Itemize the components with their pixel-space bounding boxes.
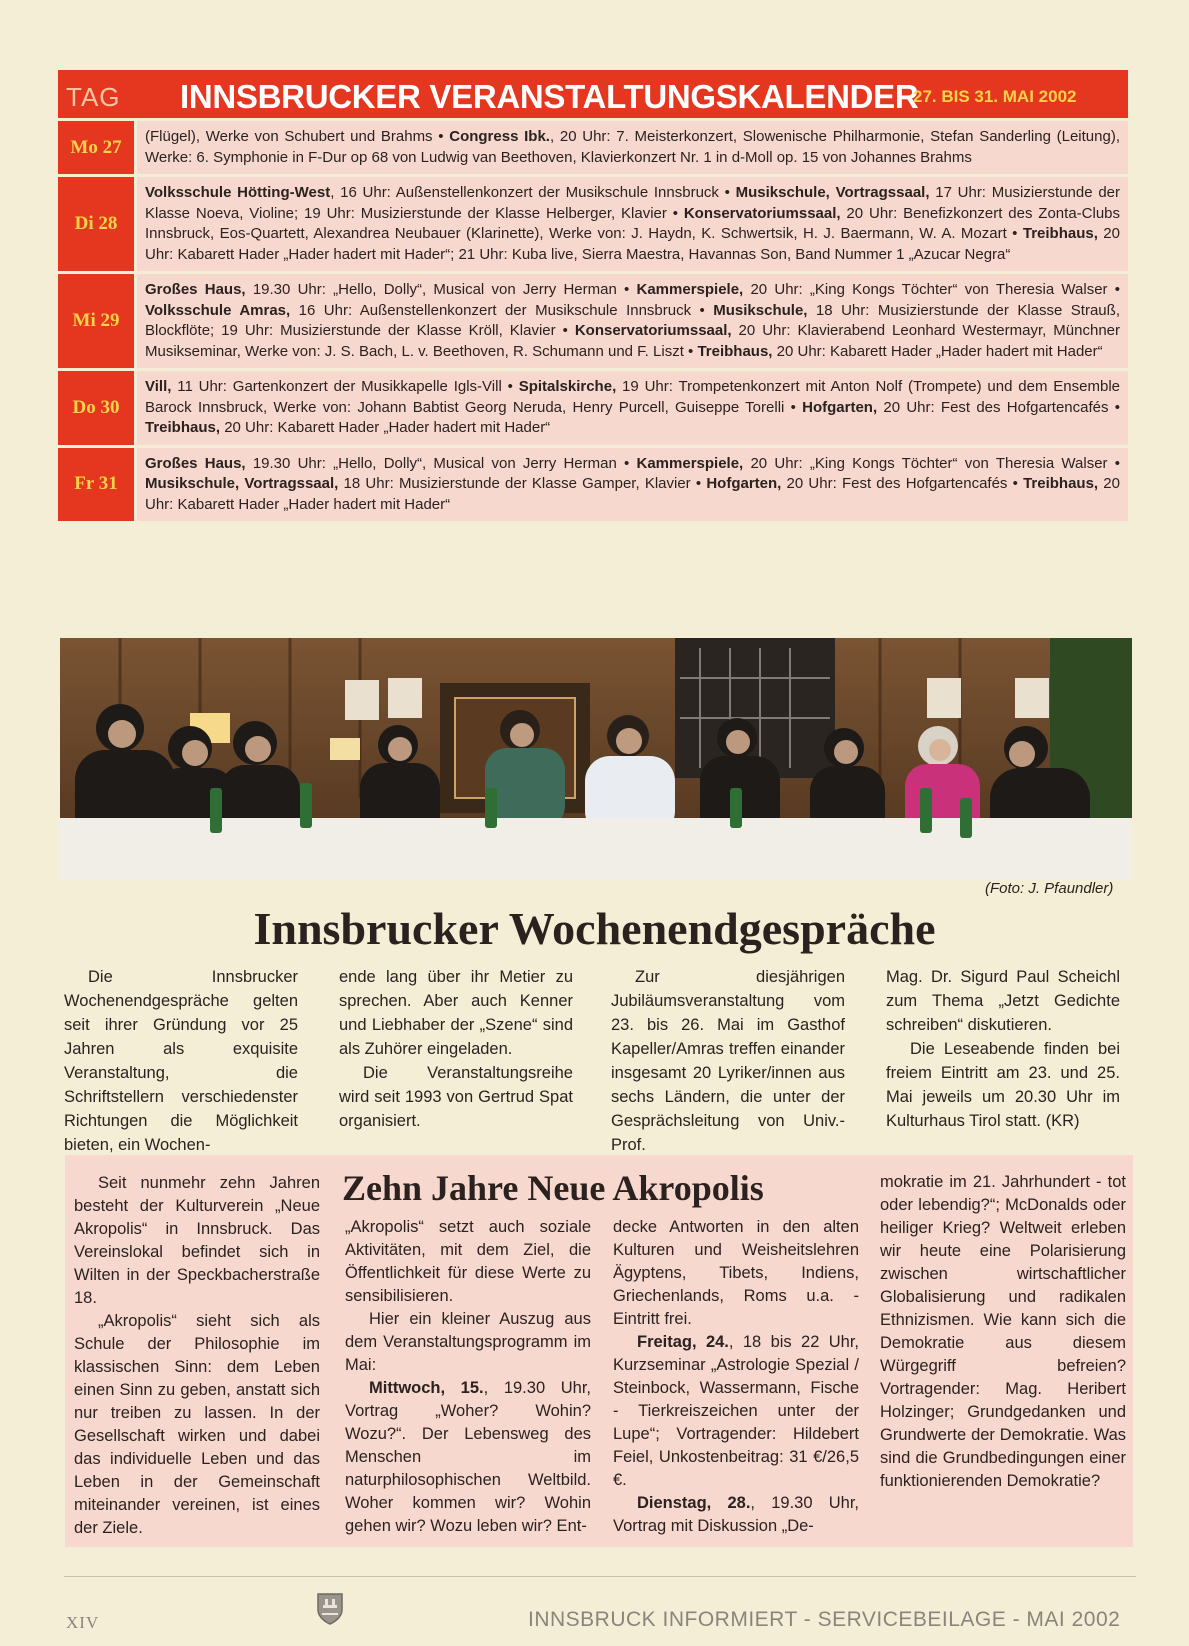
event-text: 20 Uhr: „King Kongs Töchter“ von Theresia Walser • [743,281,1121,298]
venue-name: Treibhaus, [1023,475,1099,492]
article-headline: Innsbrucker Wochenendgespräche [253,903,936,954]
venue-name: Musikschule, [713,301,808,319]
article2-column-3 [613,1216,859,1538]
paragraph-text: , 19.30 Uhr, Vortrag „Woher? Wohin? Wozu?“. Der Lebensweg des Menschen im naturphilosophischen Weltbild. Woher kommen wir? Wohin gehen wir? Wozu leben wir? Ent- [345,1379,591,1535]
calendar-day-row [58,274,1128,368]
article-column-3 [611,965,845,1157]
event-text: 18 Uhr: Musizierstunde der Klasse Strauß, Blockflöte; 19 Uhr: Musizierstunde der Klasse Kröll, Klavier • [145,301,1120,339]
paragraph: Seit nunmehr zehn Jahren besteht der Kulturverein „Neue Akropolis“ in Innsbruck. Das Vereinslokal befindet sich in Wilten in der Speckbacherstraße 18. [74,1174,320,1307]
paragraph: decke Antworten in den alten Kulturen und Weisheitslehren Ägyptens, Tibets, Indiens, Griechenlands, Roms u.a. - Eintritt frei. [613,1218,859,1328]
paragraph: Die Leseabende finden bei freiem Eintritt am 23. und 25. Mai jeweils um 20.30 Uhr im Kulturhaus Tirol statt. (KR) [886,1040,1120,1130]
paragraph-text: , 19.30 Uhr, Vortrag mit Diskussion „De- [613,1494,859,1535]
article2-column-4 [880,1171,1126,1493]
event-text: 20 Uhr: Klavierabend Leonhard Westermayr, Münchner Musikseminar, Werke von: J. S. Bach, L. v. Beethoven, R. Schumann und F. Liszt • [145,322,1120,360]
article2-column-1 [74,1172,320,1540]
day-label: Di 28 [58,177,134,271]
event-text: 20 Uhr: Kabarett Hader „Hader hadert mit Hader“ [220,419,551,436]
venue-name: Kammerspiele, [636,454,744,472]
event-text: , 20 Uhr: 7. Meisterkonzert, Slowenische Philharmonie, Stefan Sanderling (Leitung), Werke: 6. Symphonie in F-Dur op 68 von Ludwig van Beethoven, Klavierkonzert Nr. 1 in d-Moll op. 15 von Johannes Brahms [145,128,1120,166]
venue-name: Großes Haus, [145,281,246,298]
footer-title: INNSBRUCK INFORMIERT - SERVICEBEILAGE - MAI 2002 [528,1608,1121,1631]
event-text: 19.30 Uhr: „Hello, Dolly“, Musical von Jerry Herman • [245,281,637,298]
event-text: 16 Uhr: Außenstellenkonzert der Musikschule Innsbruck • [290,301,714,319]
venue-name: Musikschule, Vortragssaal, [145,475,339,492]
calendar-day-row [58,448,1128,522]
page-number: XIV [66,1613,100,1632]
venue-name: Volksschule Amras, [145,301,291,319]
day-label: Do 30 [58,371,134,445]
calendar-day-row [58,371,1128,445]
venue-name: Großes Haus, [145,454,246,472]
article2-column-2 [345,1216,591,1538]
venue-name: Hofgarten, [706,475,782,492]
venue-name: Konservatoriumssaal, [683,204,841,222]
photo-credit: (Foto: J. Pfaundler) [985,880,1114,897]
date-label: Dienstag, 28. [637,1494,751,1512]
paragraph: Die Veranstaltungsreihe wird seit 1993 von Gertrud Spat organisiert. [339,1064,573,1130]
venue-name: Musikschule, Vortragssaal, [735,184,930,201]
calendar-day-row [58,177,1128,271]
photo-illustration [60,638,1132,880]
paragraph [613,1331,859,1492]
day-events [137,371,1128,445]
date-label: Mittwoch, 15. [369,1379,484,1397]
event-text: 20 Uhr: Kabarett Hader „Hader hadert mit Hader“ [145,475,1120,513]
calendar-title: INNSBRUCKER VERANSTALTUNGSKALENDER [180,78,919,115]
event-text: 20 Uhr: Kabarett Hader „Hader hadert mit Hader“; 21 Uhr: Kuba live, Sierra Maestra, Havannas Son, Band Nummer 1 „Azucar Negra“ [145,225,1120,263]
day-events [137,448,1128,522]
event-text: 17 Uhr: Musizierstunde der Klasse Noeva, Violine; 19 Uhr: Musizierstunde der Klasse Helberger, Klavier • [145,184,1120,222]
paragraph [345,1377,591,1538]
paragraph: Zur diesjährigen Jubiläumsveranstaltung vom 23. bis 26. Mai im Gasthof Kapeller/Amras treffen einander insgesamt 20 Lyriker/innen aus sechs Ländern, die unter der Gesprächsleitung von Univ.-Prof. [611,968,845,1154]
paragraph [613,1492,859,1538]
venue-name: Treibhaus, [145,419,221,436]
article-headline-2: Zehn Jahre Neue Akropolis [342,1168,764,1208]
venue-name: Konservatoriumssaal, [574,322,732,339]
event-text: 20 Uhr: Fest des Hofgartencafés • [877,398,1120,416]
event-text: 20 Uhr: Kabarett Hader „Hader hadert mit Hader“ [772,342,1103,360]
paragraph: Hier ein kleiner Auszug aus dem Veranstaltungsprogramm im Mai: [345,1310,591,1374]
city-crest-icon [316,1592,344,1626]
day-events [137,177,1128,271]
event-text: 11 Uhr: Gartenkonzert der Musikkapelle Igls-Vill • [171,378,519,395]
venue-name: Hofgarten, [802,398,878,416]
event-text: (Flügel), Werke von Schubert und Brahms • [145,128,450,145]
day-events [137,121,1128,174]
day-label: Mi 29 [58,274,134,368]
venue-name: Treibhaus, [697,342,773,360]
calendar-date-range: 27. BIS 31. MAI 2002 [913,87,1077,106]
venue-name: Kammerspiele, [636,281,744,298]
day-events [137,274,1128,368]
paragraph: Mag. Dr. Sigurd Paul Scheichl zum Thema „Jetzt Gedichte schreiben“ diskutieren. [886,968,1120,1034]
article-column-1 [64,965,298,1157]
venue-name: Spitalskirche, [518,378,617,395]
venue-name: Vill, [145,378,172,395]
event-text: 20 Uhr: Fest des Hofgartencafés • [781,475,1024,492]
venue-name: Treibhaus, [1022,225,1098,242]
event-text: 19 Uhr: Trompetenkonzert mit Anton Nolf (Trompete) und dem Ensemble Barock Innsbruck, Werke von: Johann Babtist Georg Neruda, Henry Purcell, Guiseppe Torelli • [145,378,1120,416]
calendar-rows [58,121,1128,521]
paragraph-text: , 18 bis 22 Uhr, Kurzseminar „Astrologie Spezial / Steinbock, Wassermann, Fische - Tierkreiszeichen unter der Lupe“; Vortragender: Hildebert Feiel, Unkostenbeitrag: 31 €/26,5 €. [613,1333,859,1489]
event-calendar [58,70,1128,521]
footer-rule [64,1576,1136,1577]
event-text: 18 Uhr: Musizierstunde der Klasse Gamper, Klavier • [338,475,707,492]
date-label: Freitag, 24. [637,1333,729,1351]
paragraph: Die Innsbrucker Wochenendgespräche gelten seit ihrer Gründung vor 25 Jahren als exquisite Veranstaltung, die Schriftstellern verschiedenster Richtungen die Möglichkeit bieten, ein Wochen- [64,968,298,1154]
article-column-4 [886,965,1120,1133]
event-text: 19.30 Uhr: „Hello, Dolly“, Musical von Jerry Herman • [245,454,637,472]
day-column-label: TAG [66,82,121,112]
venue-name: Congress Ibk. [449,128,550,145]
article-column-2 [339,965,573,1133]
day-label: Mo 27 [58,121,134,174]
calendar-header [58,70,1128,118]
event-text: 20 Uhr: „King Kongs Töchter“ von Theresia Walser • [743,454,1121,472]
paragraph: mokratie im 21. Jahrhundert - tot oder lebendig?“; McDonalds oder heiliger Krieg? Weltweit erleben wir heute eine Polarisierung zwischen wirtschaftlicher Globalisierung und radikalen Ethnizismen. Wie kann sich die Demokratie aus diesem Würgegriff befreien? Vortragender: Mag. Heribert Holzinger; Grundgedanken und Grundwerte der Demokratie. Was sind die Grundbedingungen einer funktionierenden Demokratie? [880,1173,1126,1490]
paragraph: ende lang über ihr Metier zu sprechen. Aber auch Kenner und Liebhaber der „Szene“ sind als Zuhörer eingeladen. [339,968,573,1058]
venue-name: Volksschule Hötting-West [145,184,331,201]
event-text: 20 Uhr: Benefizkonzert des Zonta-Clubs Innsbruck, Eos-Quartett, Alexandrea Neubauer (Klarinette), Werke von: J. Haydn, K. Schwertsik, H. J. Baermann, W. A. Mozart • [145,204,1121,242]
paragraph: „Akropolis“ setzt auch soziale Aktivitäten, mit dem Ziel, die Öffentlichkeit für diese Werte zu sensibilisieren. [345,1218,591,1305]
day-label: Fr 31 [58,448,134,522]
event-text: , 16 Uhr: Außenstellenkonzert der Musikschule Innsbruck • [330,184,736,201]
calendar-day-row [58,121,1128,174]
group-photo [60,638,1132,880]
paragraph: „Akropolis“ sieht sich als Schule der Philosophie im klassischen Sinn: dem Leben einen Sinn zu geben, anstatt sich nur treiben zu lassen. In der Gesellschaft wirken und dabei das individuelle Leben und das Leben in der Gemeinschaft miteinander vereinen, ist eines der Ziele. [74,1312,320,1537]
